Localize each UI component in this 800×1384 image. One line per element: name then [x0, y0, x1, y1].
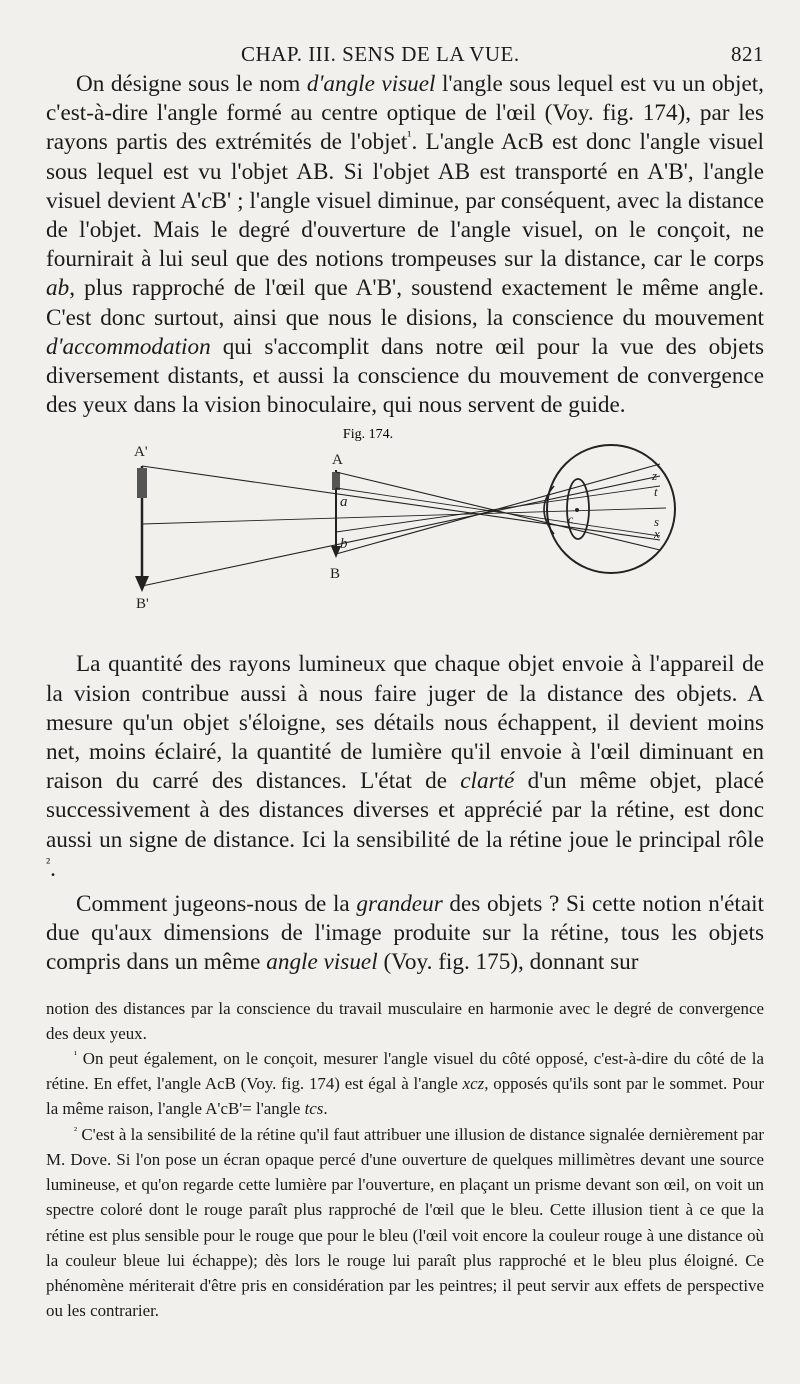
figure-174 [46, 426, 764, 640]
paragraph-angle-visuel [46, 70, 764, 420]
text-run: d'un même objet, placé successivement à des distances diverses et apprécié par la rétine, est donc aussi un signe de distance. Ici la sensibilité de la rétine joue le principal rôle [46, 768, 764, 853]
italic-term: c [201, 187, 212, 214]
footnote-mark: ¹ [74, 1049, 78, 1061]
page-number: 821 [731, 42, 764, 66]
footnote-ref: ¹ [407, 129, 412, 145]
chapter-title: CHAP. III. SENS DE LA VUE. [241, 42, 520, 66]
running-header [46, 36, 764, 70]
label-s: s [654, 514, 660, 530]
italic-term: d'angle visuel [306, 71, 436, 97]
text-run: C'est à la sensibilité de la rétine qu'il faut attribuer une illusion de distance signalée dernièrement par M. Dove. Si l'on pose un écran opaque percé d'une ouverture de quelques millimètres devant une source lumineuse, et qu'on regarde cette lumière par l'ouverture, en plaçant un prisme devant son œil, on voit un spectre coloré dont le rouge paraît plus rapproché de l'œil que le bleu. Cette illusion tient à ce que la rétine est plus sensible pour le rouge que pour le bleu (l'œil voit encore la couleur rouge à une distance où la couleur bleue lui échappe); dès lors le rouge lui paraît plus rapproché et le bleu plus éloigné. Ce phénomène mériterait d'être pris en considération par les peintres; il peut servir aux effets de perspective ou les contrarier. [46, 1124, 764, 1321]
cornea [544, 486, 554, 534]
text-run: On peut également, on le conçoit, mesurer l'angle visuel du côté opposé, c'est-à-dire du côté de la rétine. En effet, l'angle AcB (Voy. fig. 174) est égal à l'angle [46, 1049, 764, 1094]
italic-term: tcs [304, 1099, 324, 1119]
visual-angle-diagram [116, 426, 706, 640]
footnote-continuation: notion des distances par la conscience du travail musculaire en harmonie avec le degré de convergence des deux yeux. [46, 998, 764, 1043]
figure-caption: Fig. 174. [342, 427, 394, 443]
italic-term: clarté [460, 768, 515, 795]
near-object-shading [332, 472, 340, 490]
italic-term: d'accommodation [46, 333, 211, 360]
footnote-ref: ² [46, 856, 51, 872]
footnote-2 [46, 1122, 764, 1324]
text-run: . L'angle AcB est donc l'angle visuel sous lequel est vu l'objet AB. Si l'objet AB est transporté en A'B', l'angle visuel devient A' [46, 129, 764, 214]
text-run: qui s'accomplit dans notre œil pour la vue des objets diversement distants, et aussi la conscience du mouvement de convergence des yeux dans la vision binoculaire, qui nous servent de guide. [46, 333, 764, 419]
far-object-arrowhead [135, 576, 149, 592]
italic-term: xcz [462, 1074, 485, 1094]
label-a: a [340, 494, 348, 511]
paragraph-clarte [46, 650, 764, 884]
italic-term: grandeur [356, 891, 443, 918]
far-object-shading [137, 468, 147, 498]
ray-b [336, 486, 660, 532]
label-x: x [654, 526, 660, 542]
text-run: , plus rapproché de l'œil que A'B', soustend exactement le même angle. C'est donc surtout, ainsi que nous le disions, la conscience du mouvement [46, 275, 764, 331]
ray-A [336, 472, 660, 553]
text-run: . [323, 1099, 328, 1119]
label-B: B [330, 566, 341, 583]
label-A-prime: A' [134, 444, 148, 461]
text-run: l'angle sous lequel est vu un objet, c'est-à-dire l'angle formé au centre optique de l'œil (Voy. fig. 174), par les rayons partis des extrémités de l'objet [46, 71, 764, 156]
text-run: La quantité des rayons lumineux que chaque objet envoie à l'appareil de la vision contribue aussi à nous faire juger de la distance des objets. A mesure qu'un objet s'éloigne, ses détails nous échappent, il devient moins net, moins éclairé, la quantité de lumière qu'il envoie à l'œil diminuant en raison du carré des distances. L'état de [46, 651, 764, 795]
label-A: A [332, 452, 343, 469]
text-run: , opposés qu'ils sont par le sommet. Pour la même raison, l'angle A'cB'= l'angle [46, 1074, 764, 1119]
optical-center [575, 508, 579, 512]
text-run: On désigne sous le nom [76, 71, 307, 97]
paragraph-grandeur [46, 890, 764, 978]
text-run: (Voy. fig. 175), donnant sur [377, 949, 639, 976]
text-run: des objets ? Si cette notion n'était due qu'aux dimensions de l'image produite sur la rétine, tous les objets compris dans un même [46, 891, 764, 976]
text-run: B' ; l'angle visuel diminue, par conséquent, avec la distance de l'objet. Mais le degré d'ouverture de l'angle visuel, on le conçoit, ne fournirait à lui seul que des notions trompeuses sur la distance, car le corps [46, 187, 765, 273]
footnote-mark: ² [74, 1125, 78, 1137]
text-run: . [50, 855, 56, 882]
ray-A-prime [142, 466, 660, 540]
text-run: Comment jugeons-nous de la [76, 891, 357, 918]
label-c: c [568, 512, 574, 527]
italic-term: ab [46, 275, 70, 302]
ray-a [336, 488, 660, 536]
label-t: t [654, 484, 658, 500]
italic-term: angle visuel [266, 949, 378, 976]
book-page [46, 36, 764, 1323]
label-b: b [340, 536, 348, 553]
label-z: z [652, 468, 658, 484]
label-B-prime: B' [136, 596, 149, 613]
footnote-1 [46, 1046, 764, 1122]
